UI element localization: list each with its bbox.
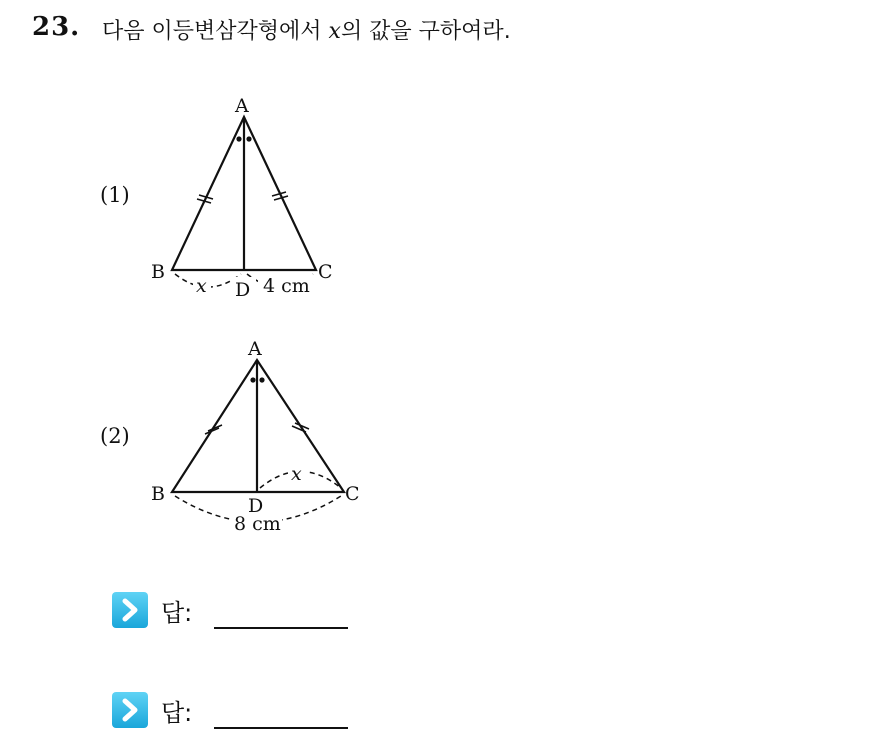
answer-blank-1[interactable] — [214, 627, 348, 629]
triangle-2-var-label: x — [291, 463, 302, 485]
part-1-label: (1) — [100, 183, 130, 207]
chevron-right-icon — [111, 591, 149, 629]
triangle-1-vertex-a: A — [235, 95, 249, 117]
triangle-2-vertex-d: D — [248, 495, 264, 517]
question-variable: x — [328, 19, 341, 44]
problem-number: 23. — [32, 12, 81, 42]
triangle-1-vertex-c: C — [318, 261, 333, 283]
question-text-before: 다음 이등변삼각형에서 — [102, 19, 329, 44]
triangle-1-length-label: 4 cm — [263, 275, 310, 297]
chevron-right-icon — [111, 691, 149, 729]
answer-row-1 — [111, 591, 371, 631]
answer-row-2 — [111, 691, 371, 731]
triangle-2-vertex-a: A — [248, 338, 262, 360]
triangle-figure-1 — [172, 117, 316, 287]
answer-blank-2[interactable] — [214, 727, 348, 729]
answer-label-2: 답: — [161, 699, 193, 727]
answer-label-1: 답: — [161, 599, 193, 627]
triangle-1-vertex-d: D — [235, 279, 251, 301]
question-text-after: 의 값을 구하여라. — [340, 19, 511, 44]
triangle-2-length-label: 8 cm — [234, 513, 281, 535]
triangle-2-vertex-b: B — [151, 483, 165, 505]
triangle-1-var-label: x — [196, 275, 207, 297]
triangle-2-vertex-c: C — [345, 483, 360, 505]
triangle-1-vertex-b: B — [151, 261, 165, 283]
part-2-label: (2) — [100, 424, 130, 448]
